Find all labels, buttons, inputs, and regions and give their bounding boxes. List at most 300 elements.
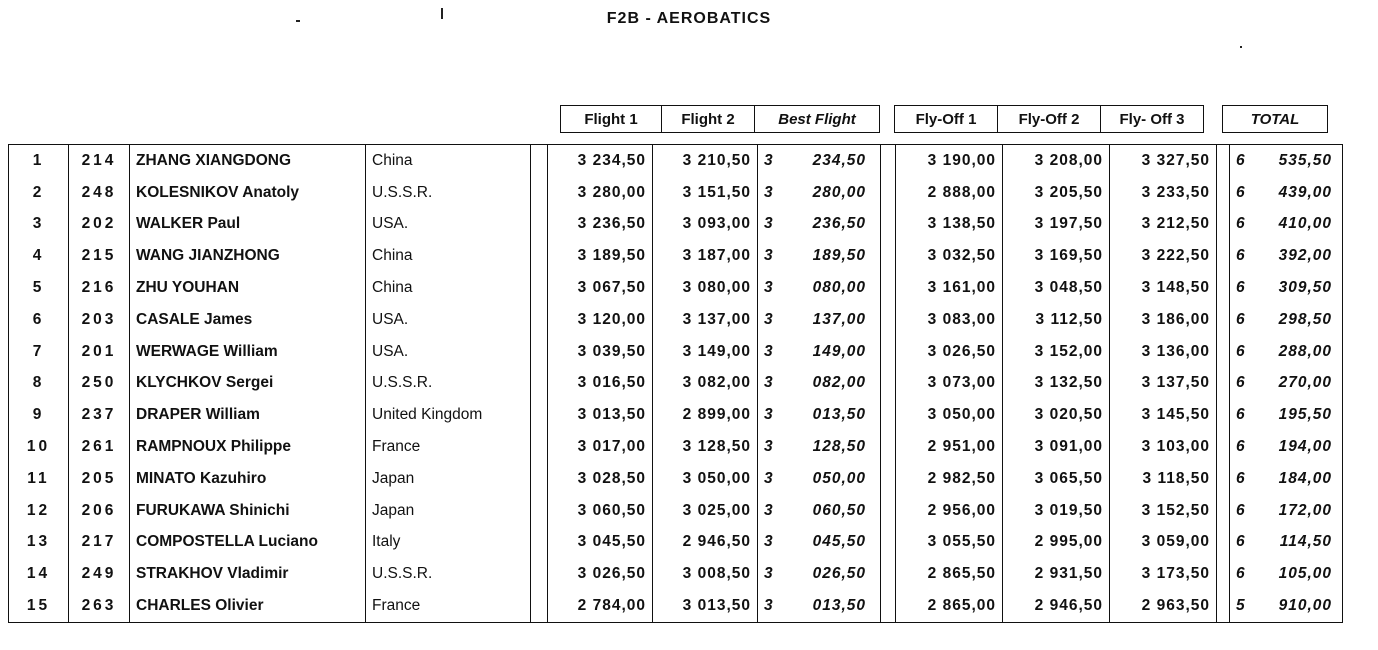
competitor-number-cell: 202 bbox=[69, 209, 130, 241]
total-score: 172,00 bbox=[1278, 501, 1332, 519]
flight-1-cell: 3 236,50 bbox=[548, 209, 653, 241]
total-score: 298,50 bbox=[1278, 310, 1332, 328]
flight-1-cell: 3 028,50 bbox=[548, 463, 653, 495]
flight-2-cell: 3 149,00 bbox=[653, 336, 758, 368]
separator-cell bbox=[1217, 558, 1230, 590]
separator-cell bbox=[881, 177, 896, 209]
fly-off-2-cell: 3 048,50 bbox=[1003, 272, 1110, 304]
best-count: 3 bbox=[764, 151, 774, 169]
separator-cell bbox=[881, 463, 896, 495]
best-count: 3 bbox=[764, 597, 774, 615]
table-row bbox=[9, 558, 1343, 590]
gap-cell bbox=[531, 304, 548, 336]
best-flight-cell bbox=[758, 495, 881, 527]
best-score: 189,50 bbox=[812, 247, 866, 265]
total-score: 309,50 bbox=[1278, 279, 1332, 297]
best-flight-cell bbox=[758, 145, 881, 177]
total-cell bbox=[1230, 336, 1343, 368]
total-count: 6 bbox=[1236, 279, 1246, 297]
fly-off-3-cell: 3 173,50 bbox=[1110, 558, 1217, 590]
total-count: 6 bbox=[1236, 469, 1246, 487]
separator-cell bbox=[1217, 368, 1230, 400]
separator-cell bbox=[881, 431, 896, 463]
separator-cell bbox=[881, 209, 896, 241]
best-count: 3 bbox=[764, 279, 774, 297]
separator-cell bbox=[881, 272, 896, 304]
competitor-name-cell: RAMPNOUX Philippe bbox=[130, 431, 366, 463]
best-score: 128,50 bbox=[812, 438, 866, 456]
total-score: 184,00 bbox=[1278, 469, 1332, 487]
best-score: 082,00 bbox=[812, 374, 866, 392]
competitor-name-cell: WANG JIANZHONG bbox=[130, 240, 366, 272]
fly-off-3-cell: 3 152,50 bbox=[1110, 495, 1217, 527]
separator-cell bbox=[1217, 495, 1230, 527]
competitor-number-cell: 263 bbox=[69, 590, 130, 622]
country-cell: China bbox=[366, 145, 531, 177]
fly-off-1-cell: 3 026,50 bbox=[896, 336, 1003, 368]
total-score: 410,00 bbox=[1278, 215, 1332, 233]
table-row bbox=[9, 590, 1343, 622]
competitor-name-cell: MINATO Kazuhiro bbox=[130, 463, 366, 495]
rank-cell: 14 bbox=[9, 558, 69, 590]
separator-cell bbox=[1217, 463, 1230, 495]
best-count: 3 bbox=[764, 406, 774, 424]
best-flight-cell bbox=[758, 368, 881, 400]
fly-off-2-cell: 3 208,00 bbox=[1003, 145, 1110, 177]
flight-1-cell: 3 060,50 bbox=[548, 495, 653, 527]
competitor-number-cell: 205 bbox=[69, 463, 130, 495]
competitor-number-cell: 217 bbox=[69, 527, 130, 559]
fly-off-1-cell: 2 888,00 bbox=[896, 177, 1003, 209]
country-cell: USA. bbox=[366, 304, 531, 336]
separator-cell bbox=[881, 304, 896, 336]
competitor-number-cell: 261 bbox=[69, 431, 130, 463]
competitor-number-cell: 216 bbox=[69, 272, 130, 304]
fly-off-1-cell: 3 032,50 bbox=[896, 240, 1003, 272]
best-score: 149,00 bbox=[812, 342, 866, 360]
best-count: 3 bbox=[764, 183, 774, 201]
separator-cell bbox=[881, 558, 896, 590]
table-row bbox=[9, 177, 1343, 209]
competitor-number-cell: 249 bbox=[69, 558, 130, 590]
fly-off-2-cell: 3 020,50 bbox=[1003, 399, 1110, 431]
flight-2-cell: 3 187,00 bbox=[653, 240, 758, 272]
table-row bbox=[9, 368, 1343, 400]
total-count: 6 bbox=[1236, 342, 1246, 360]
rank-cell: 11 bbox=[9, 463, 69, 495]
fly-off-2-cell: 2 995,00 bbox=[1003, 527, 1110, 559]
competitor-name-cell: KOLESNIKOV Anatoly bbox=[130, 177, 366, 209]
fly-off-3-cell: 2 963,50 bbox=[1110, 590, 1217, 622]
flight-2-cell: 3 151,50 bbox=[653, 177, 758, 209]
flight-2-cell: 3 210,50 bbox=[653, 145, 758, 177]
fly-off-3-cell: 3 327,50 bbox=[1110, 145, 1217, 177]
total-cell bbox=[1230, 399, 1343, 431]
total-count: 5 bbox=[1236, 597, 1246, 615]
competitor-name-cell: STRAKHOV Vladimir bbox=[130, 558, 366, 590]
best-flight-cell bbox=[758, 336, 881, 368]
total-count: 6 bbox=[1236, 310, 1246, 328]
total-cell bbox=[1230, 240, 1343, 272]
country-cell: China bbox=[366, 272, 531, 304]
total-score: 288,00 bbox=[1278, 342, 1332, 360]
best-count: 3 bbox=[764, 310, 774, 328]
fly-off-3-cell: 3 148,50 bbox=[1110, 272, 1217, 304]
flight-2-cell: 3 013,50 bbox=[653, 590, 758, 622]
total-score: 114,50 bbox=[1279, 533, 1332, 551]
separator-cell bbox=[881, 399, 896, 431]
fly-off-1-cell: 3 055,50 bbox=[896, 527, 1003, 559]
fly-off-2-cell: 3 132,50 bbox=[1003, 368, 1110, 400]
table-row bbox=[9, 209, 1343, 241]
total-cell bbox=[1230, 177, 1343, 209]
best-count: 3 bbox=[764, 533, 774, 551]
header-flight-2: Flight 2 bbox=[662, 106, 755, 133]
rank-cell: 6 bbox=[9, 304, 69, 336]
rank-cell: 13 bbox=[9, 527, 69, 559]
flight-2-cell: 3 025,00 bbox=[653, 495, 758, 527]
best-count: 3 bbox=[764, 501, 774, 519]
fly-off-3-cell: 3 186,00 bbox=[1110, 304, 1217, 336]
separator-cell bbox=[1217, 527, 1230, 559]
best-score: 050,00 bbox=[812, 469, 866, 487]
competitor-number-cell: 206 bbox=[69, 495, 130, 527]
total-cell bbox=[1230, 272, 1343, 304]
total-count: 6 bbox=[1236, 374, 1246, 392]
total-count: 6 bbox=[1236, 406, 1246, 424]
competitor-name-cell: CASALE James bbox=[130, 304, 366, 336]
total-cell bbox=[1230, 304, 1343, 336]
gap-cell bbox=[531, 463, 548, 495]
total-score: 392,00 bbox=[1278, 247, 1332, 265]
fly-off-2-cell: 3 019,50 bbox=[1003, 495, 1110, 527]
flight-1-cell: 3 280,00 bbox=[548, 177, 653, 209]
separator-cell bbox=[1217, 209, 1230, 241]
table-row bbox=[9, 145, 1343, 177]
country-cell: U.S.S.R. bbox=[366, 177, 531, 209]
table-row bbox=[9, 272, 1343, 304]
total-score: 105,00 bbox=[1278, 565, 1332, 583]
gap-cell bbox=[531, 368, 548, 400]
page-title: F2B - AEROBATICS bbox=[606, 10, 772, 27]
flight-2-cell: 3 128,50 bbox=[653, 431, 758, 463]
fly-off-2-cell: 3 152,00 bbox=[1003, 336, 1110, 368]
total-count: 6 bbox=[1236, 151, 1246, 169]
scan-speck bbox=[441, 8, 443, 19]
country-cell: China bbox=[366, 240, 531, 272]
best-score: 060,50 bbox=[812, 501, 866, 519]
flight-1-cell: 3 120,00 bbox=[548, 304, 653, 336]
fly-off-3-cell: 3 103,00 bbox=[1110, 431, 1217, 463]
fly-off-1-cell: 3 161,00 bbox=[896, 272, 1003, 304]
flight-1-cell: 3 189,50 bbox=[548, 240, 653, 272]
country-cell: USA. bbox=[366, 336, 531, 368]
fly-off-1-cell: 3 083,00 bbox=[896, 304, 1003, 336]
best-score: 280,00 bbox=[812, 183, 866, 201]
best-count: 3 bbox=[764, 215, 774, 233]
header-fly-off-1: Fly-Off 1 bbox=[895, 106, 998, 133]
total-count: 6 bbox=[1236, 215, 1246, 233]
fly-off-3-cell: 3 059,00 bbox=[1110, 527, 1217, 559]
country-cell: Japan bbox=[366, 463, 531, 495]
total-score: 535,50 bbox=[1278, 151, 1332, 169]
flight-2-cell: 3 137,00 bbox=[653, 304, 758, 336]
rank-cell: 10 bbox=[9, 431, 69, 463]
best-count: 3 bbox=[764, 438, 774, 456]
competitor-number-cell: 248 bbox=[69, 177, 130, 209]
best-flight-cell bbox=[758, 304, 881, 336]
best-score: 045,50 bbox=[812, 533, 866, 551]
separator-cell bbox=[881, 336, 896, 368]
best-flight-cell bbox=[758, 209, 881, 241]
rank-cell: 8 bbox=[9, 368, 69, 400]
table-row bbox=[9, 463, 1343, 495]
best-score: 013,50 bbox=[812, 406, 866, 424]
best-flight-cell bbox=[758, 527, 881, 559]
country-cell: France bbox=[366, 431, 531, 463]
best-flight-cell bbox=[758, 431, 881, 463]
country-cell: U.S.S.R. bbox=[366, 368, 531, 400]
table-row bbox=[9, 495, 1343, 527]
country-cell: Italy bbox=[366, 527, 531, 559]
total-cell bbox=[1230, 590, 1343, 622]
separator-cell bbox=[1217, 431, 1230, 463]
competitor-number-cell: 237 bbox=[69, 399, 130, 431]
fly-off-1-cell: 2 865,50 bbox=[896, 558, 1003, 590]
table-row bbox=[9, 399, 1343, 431]
fly-off-3-cell: 3 212,50 bbox=[1110, 209, 1217, 241]
gap-cell bbox=[531, 177, 548, 209]
fly-off-3-cell: 3 118,50 bbox=[1110, 463, 1217, 495]
best-count: 3 bbox=[764, 469, 774, 487]
flight-2-cell: 3 050,00 bbox=[653, 463, 758, 495]
table-row bbox=[9, 304, 1343, 336]
gap-cell bbox=[531, 558, 548, 590]
header-flight-1: Flight 1 bbox=[561, 106, 662, 133]
total-score: 194,00 bbox=[1278, 438, 1332, 456]
flight-2-cell: 3 093,00 bbox=[653, 209, 758, 241]
gap-cell bbox=[531, 240, 548, 272]
total-cell bbox=[1230, 368, 1343, 400]
fly-off-3-cell: 3 145,50 bbox=[1110, 399, 1217, 431]
flight-2-cell: 2 899,00 bbox=[653, 399, 758, 431]
country-cell: Japan bbox=[366, 495, 531, 527]
fly-off-1-cell: 3 073,00 bbox=[896, 368, 1003, 400]
best-count: 3 bbox=[764, 565, 774, 583]
separator-cell bbox=[881, 240, 896, 272]
scan-speck bbox=[296, 20, 300, 22]
fly-off-2-cell: 2 946,50 bbox=[1003, 590, 1110, 622]
competitor-number-cell: 214 bbox=[69, 145, 130, 177]
competitor-name-cell: KLYCHKOV Sergei bbox=[130, 368, 366, 400]
flight-2-cell: 3 080,00 bbox=[653, 272, 758, 304]
best-flight-cell bbox=[758, 399, 881, 431]
best-score: 013,50 bbox=[812, 597, 866, 615]
total-count: 6 bbox=[1236, 438, 1246, 456]
separator-cell bbox=[1217, 399, 1230, 431]
fly-off-3-cell: 3 233,50 bbox=[1110, 177, 1217, 209]
competitor-name-cell: DRAPER William bbox=[130, 399, 366, 431]
total-cell bbox=[1230, 463, 1343, 495]
flight-1-cell: 3 234,50 bbox=[548, 145, 653, 177]
competitor-name-cell: ZHU YOUHAN bbox=[130, 272, 366, 304]
header-separator bbox=[1204, 106, 1223, 133]
rank-cell: 15 bbox=[9, 590, 69, 622]
best-flight-cell bbox=[758, 558, 881, 590]
scan-speck bbox=[1240, 46, 1242, 48]
fly-off-2-cell: 3 169,50 bbox=[1003, 240, 1110, 272]
competitor-name-cell: WALKER Paul bbox=[130, 209, 366, 241]
results-header bbox=[560, 105, 1328, 133]
header-fly-off-3: Fly- Off 3 bbox=[1101, 106, 1204, 133]
total-count: 6 bbox=[1236, 247, 1246, 265]
best-score: 026,50 bbox=[812, 565, 866, 583]
competitor-number-cell: 203 bbox=[69, 304, 130, 336]
header-separator bbox=[880, 106, 895, 133]
fly-off-1-cell: 2 956,00 bbox=[896, 495, 1003, 527]
total-count: 6 bbox=[1236, 501, 1246, 519]
total-score: 195,50 bbox=[1278, 406, 1332, 424]
fly-off-1-cell: 2 865,00 bbox=[896, 590, 1003, 622]
fly-off-3-cell: 3 222,50 bbox=[1110, 240, 1217, 272]
competitor-name-cell: COMPOSTELLA Luciano bbox=[130, 527, 366, 559]
total-count: 6 bbox=[1236, 183, 1246, 201]
competitor-name-cell: WERWAGE William bbox=[130, 336, 366, 368]
country-cell: United Kingdom bbox=[366, 399, 531, 431]
fly-off-1-cell: 3 050,00 bbox=[896, 399, 1003, 431]
fly-off-2-cell: 3 197,50 bbox=[1003, 209, 1110, 241]
separator-cell bbox=[1217, 590, 1230, 622]
total-score: 439,00 bbox=[1278, 183, 1332, 201]
total-count: 6 bbox=[1236, 533, 1246, 551]
best-count: 3 bbox=[764, 247, 774, 265]
best-score: 234,50 bbox=[812, 151, 866, 169]
header-total: TOTAL bbox=[1223, 106, 1328, 133]
gap-cell bbox=[531, 495, 548, 527]
competitor-name-cell: ZHANG XIANGDONG bbox=[130, 145, 366, 177]
gap-cell bbox=[531, 336, 548, 368]
flight-1-cell: 3 017,00 bbox=[548, 431, 653, 463]
fly-off-2-cell: 3 065,50 bbox=[1003, 463, 1110, 495]
table-row bbox=[9, 431, 1343, 463]
country-cell: U.S.S.R. bbox=[366, 558, 531, 590]
flight-2-cell: 3 082,00 bbox=[653, 368, 758, 400]
table-row bbox=[9, 336, 1343, 368]
separator-cell bbox=[881, 368, 896, 400]
table-row bbox=[9, 240, 1343, 272]
rank-cell: 2 bbox=[9, 177, 69, 209]
fly-off-1-cell: 3 138,50 bbox=[896, 209, 1003, 241]
total-cell bbox=[1230, 145, 1343, 177]
best-count: 3 bbox=[764, 374, 774, 392]
gap-cell bbox=[531, 590, 548, 622]
fly-off-1-cell: 3 190,00 bbox=[896, 145, 1003, 177]
best-score: 236,50 bbox=[812, 215, 866, 233]
fly-off-3-cell: 3 136,00 bbox=[1110, 336, 1217, 368]
gap-cell bbox=[531, 399, 548, 431]
rank-cell: 1 bbox=[9, 145, 69, 177]
best-score: 137,00 bbox=[812, 310, 866, 328]
total-cell bbox=[1230, 495, 1343, 527]
competitor-name-cell: FURUKAWA Shinichi bbox=[130, 495, 366, 527]
flight-1-cell: 3 045,50 bbox=[548, 527, 653, 559]
best-flight-cell bbox=[758, 463, 881, 495]
header-fly-off-2: Fly-Off 2 bbox=[998, 106, 1101, 133]
flight-1-cell: 3 067,50 bbox=[548, 272, 653, 304]
separator-cell bbox=[1217, 145, 1230, 177]
flight-1-cell: 3 026,50 bbox=[548, 558, 653, 590]
separator-cell bbox=[881, 590, 896, 622]
fly-off-3-cell: 3 137,50 bbox=[1110, 368, 1217, 400]
separator-cell bbox=[1217, 272, 1230, 304]
flight-1-cell: 3 039,50 bbox=[548, 336, 653, 368]
separator-cell bbox=[1217, 177, 1230, 209]
gap-cell bbox=[531, 431, 548, 463]
total-count: 6 bbox=[1236, 565, 1246, 583]
rank-cell: 4 bbox=[9, 240, 69, 272]
fly-off-1-cell: 2 951,00 bbox=[896, 431, 1003, 463]
competitor-name-cell: CHARLES Olivier bbox=[130, 590, 366, 622]
total-cell bbox=[1230, 209, 1343, 241]
separator-cell bbox=[881, 495, 896, 527]
gap-cell bbox=[531, 145, 548, 177]
fly-off-2-cell: 3 091,00 bbox=[1003, 431, 1110, 463]
competitor-number-cell: 215 bbox=[69, 240, 130, 272]
fly-off-2-cell: 2 931,50 bbox=[1003, 558, 1110, 590]
flight-2-cell: 2 946,50 bbox=[653, 527, 758, 559]
best-flight-cell bbox=[758, 177, 881, 209]
best-flight-cell bbox=[758, 240, 881, 272]
results-table bbox=[8, 144, 1343, 623]
best-count: 3 bbox=[764, 342, 774, 360]
total-cell bbox=[1230, 527, 1343, 559]
total-cell bbox=[1230, 431, 1343, 463]
flight-1-cell: 3 016,50 bbox=[548, 368, 653, 400]
header-best-flight: Best Flight bbox=[755, 106, 880, 133]
separator-cell bbox=[1217, 336, 1230, 368]
flight-1-cell: 2 784,00 bbox=[548, 590, 653, 622]
rank-cell: 5 bbox=[9, 272, 69, 304]
fly-off-1-cell: 2 982,50 bbox=[896, 463, 1003, 495]
best-score: 080,00 bbox=[812, 279, 866, 297]
country-cell: USA. bbox=[366, 209, 531, 241]
rank-cell: 7 bbox=[9, 336, 69, 368]
country-cell: France bbox=[366, 590, 531, 622]
competitor-number-cell: 250 bbox=[69, 368, 130, 400]
gap-cell bbox=[531, 272, 548, 304]
total-score: 910,00 bbox=[1278, 597, 1332, 615]
fly-off-2-cell: 3 205,50 bbox=[1003, 177, 1110, 209]
gap-cell bbox=[531, 209, 548, 241]
separator-cell bbox=[881, 527, 896, 559]
best-flight-cell bbox=[758, 272, 881, 304]
total-score: 270,00 bbox=[1278, 374, 1332, 392]
rank-cell: 12 bbox=[9, 495, 69, 527]
fly-off-2-cell: 3 112,50 bbox=[1003, 304, 1110, 336]
separator-cell bbox=[1217, 304, 1230, 336]
total-cell bbox=[1230, 558, 1343, 590]
separator-cell bbox=[881, 145, 896, 177]
table-row bbox=[9, 527, 1343, 559]
flight-1-cell: 3 013,50 bbox=[548, 399, 653, 431]
rank-cell: 9 bbox=[9, 399, 69, 431]
flight-2-cell: 3 008,50 bbox=[653, 558, 758, 590]
best-flight-cell bbox=[758, 590, 881, 622]
gap-cell bbox=[531, 527, 548, 559]
rank-cell: 3 bbox=[9, 209, 69, 241]
separator-cell bbox=[1217, 240, 1230, 272]
competitor-number-cell: 201 bbox=[69, 336, 130, 368]
